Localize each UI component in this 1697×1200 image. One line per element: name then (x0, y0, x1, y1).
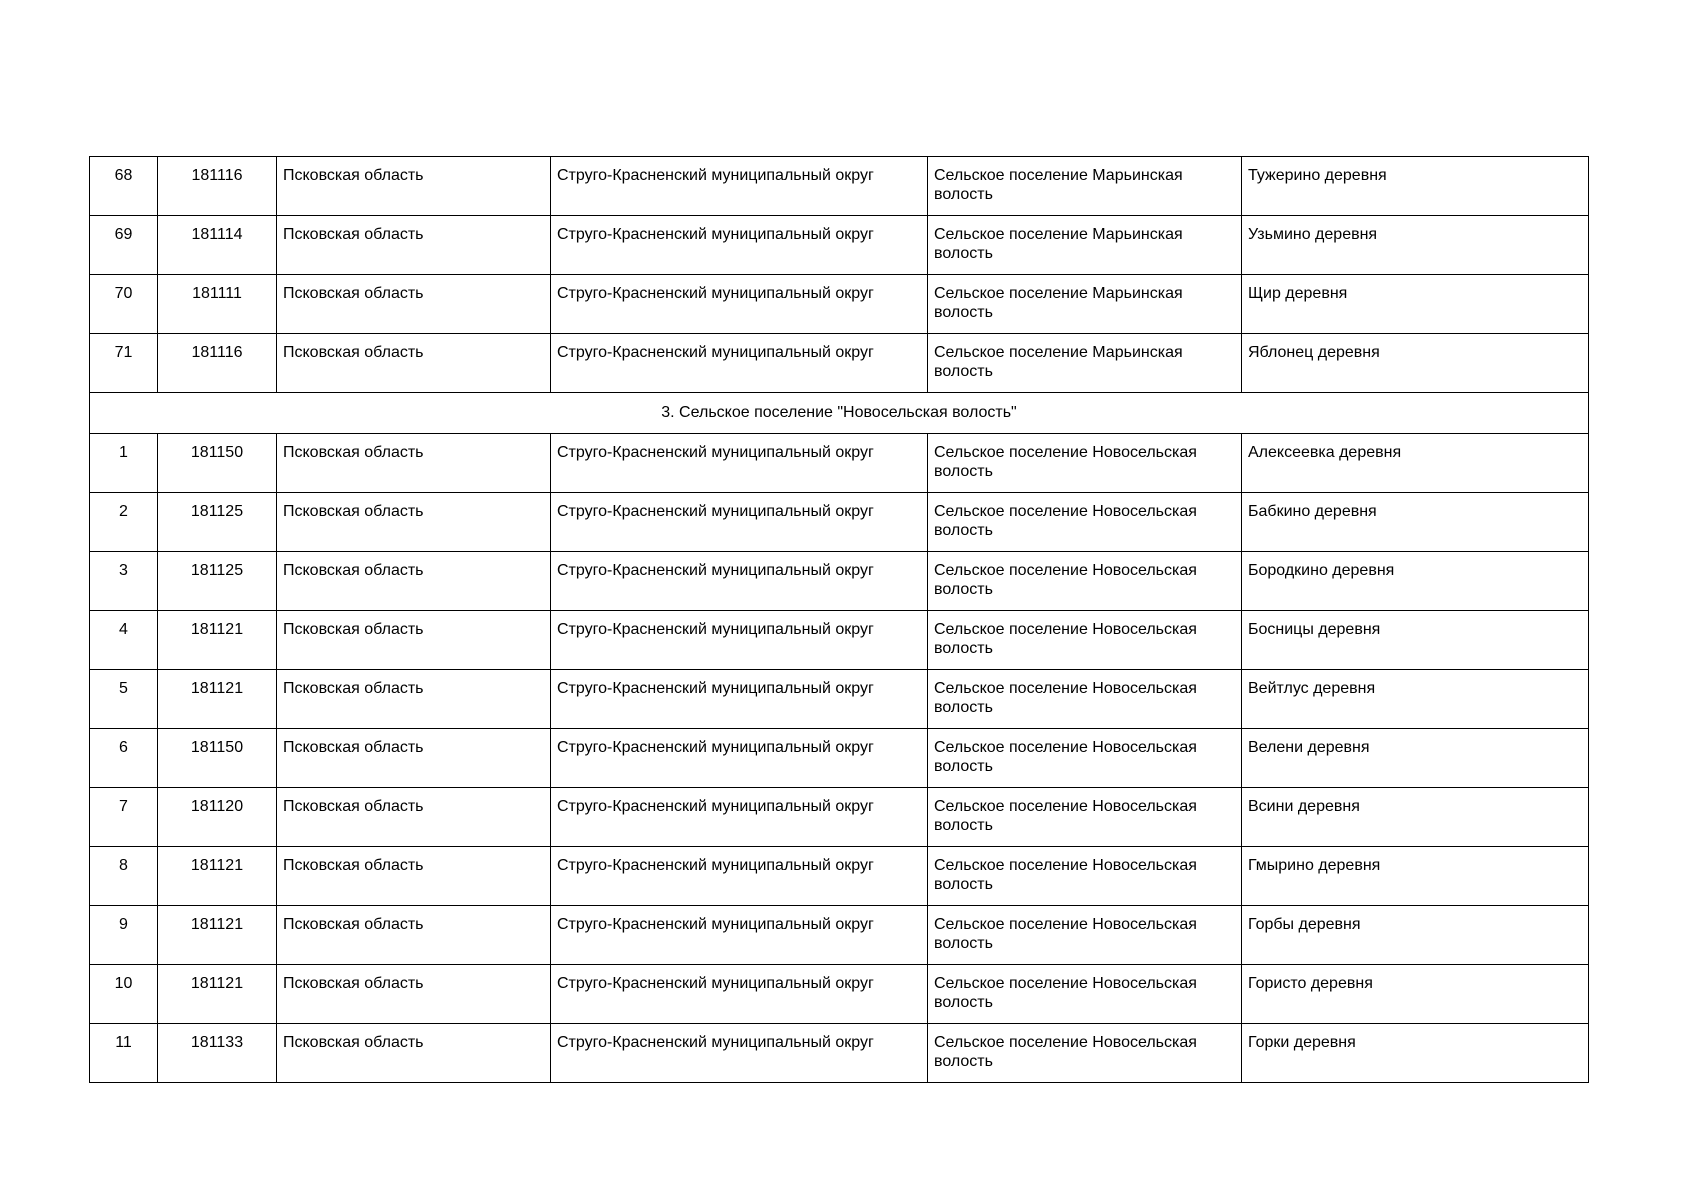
region-cell: Псковская область (277, 1024, 551, 1083)
row-number-cell: 6 (90, 729, 158, 788)
locality-cell: Яблонец деревня (1242, 334, 1589, 393)
postal-code-cell: 181114 (158, 216, 277, 275)
locality-cell: Бабкино деревня (1242, 493, 1589, 552)
locality-cell: Бородкино деревня (1242, 552, 1589, 611)
postal-code-cell: 181116 (158, 157, 277, 216)
postal-code-cell: 181116 (158, 334, 277, 393)
row-number-cell: 7 (90, 788, 158, 847)
settlement-cell: Сельское поселение Новосельская волость (928, 847, 1242, 906)
row-number-cell: 2 (90, 493, 158, 552)
row-number-cell: 11 (90, 1024, 158, 1083)
district-cell: Струго-Красненский муниципальный округ (551, 906, 928, 965)
locality-cell: Горбы деревня (1242, 906, 1589, 965)
region-cell: Псковская область (277, 157, 551, 216)
row-number-cell: 71 (90, 334, 158, 393)
section-header-row (90, 393, 1589, 434)
settlement-cell: Сельское поселение Марьинская волость (928, 216, 1242, 275)
table-row (90, 1024, 1589, 1083)
table-row (90, 493, 1589, 552)
district-cell: Струго-Красненский муниципальный округ (551, 670, 928, 729)
table-row (90, 216, 1589, 275)
settlement-cell: Сельское поселение Новосельская волость (928, 434, 1242, 493)
locality-cell: Тужерино деревня (1242, 157, 1589, 216)
district-cell: Струго-Красненский муниципальный округ (551, 847, 928, 906)
region-cell: Псковская область (277, 493, 551, 552)
district-cell: Струго-Красненский муниципальный округ (551, 434, 928, 493)
settlement-cell: Сельское поселение Новосельская волость (928, 1024, 1242, 1083)
settlement-cell: Сельское поселение Марьинская волость (928, 275, 1242, 334)
table-row (90, 611, 1589, 670)
district-cell: Струго-Красненский муниципальный округ (551, 275, 928, 334)
row-number-cell: 3 (90, 552, 158, 611)
settlement-cell: Сельское поселение Марьинская волость (928, 334, 1242, 393)
locality-cell: Узьмино деревня (1242, 216, 1589, 275)
postal-code-cell: 181121 (158, 965, 277, 1024)
row-number-cell: 69 (90, 216, 158, 275)
table-row (90, 788, 1589, 847)
locality-cell: Велени деревня (1242, 729, 1589, 788)
region-cell: Псковская область (277, 729, 551, 788)
postal-code-cell: 181121 (158, 847, 277, 906)
table-row (90, 847, 1589, 906)
locality-cell: Алексеевка деревня (1242, 434, 1589, 493)
region-cell: Псковская область (277, 216, 551, 275)
region-cell: Псковская область (277, 670, 551, 729)
postal-code-cell: 181150 (158, 729, 277, 788)
district-cell: Струго-Красненский муниципальный округ (551, 552, 928, 611)
region-cell: Псковская область (277, 965, 551, 1024)
localities-table (89, 156, 1589, 1083)
postal-code-cell: 181125 (158, 552, 277, 611)
postal-code-cell: 181121 (158, 906, 277, 965)
postal-code-cell: 181125 (158, 493, 277, 552)
settlement-cell: Сельское поселение Новосельская волость (928, 788, 1242, 847)
locality-cell: Щир деревня (1242, 275, 1589, 334)
locality-cell: Гористо деревня (1242, 965, 1589, 1024)
region-cell: Псковская область (277, 788, 551, 847)
locality-cell: Всини деревня (1242, 788, 1589, 847)
region-cell: Псковская область (277, 552, 551, 611)
row-number-cell: 9 (90, 906, 158, 965)
row-number-cell: 8 (90, 847, 158, 906)
district-cell: Струго-Красненский муниципальный округ (551, 965, 928, 1024)
row-number-cell: 5 (90, 670, 158, 729)
table-row (90, 729, 1589, 788)
district-cell: Струго-Красненский муниципальный округ (551, 1024, 928, 1083)
section-header-cell: 3. Сельское поселение "Новосельская волость" (90, 393, 1589, 434)
table-row (90, 434, 1589, 493)
table-row (90, 157, 1589, 216)
postal-code-cell: 181150 (158, 434, 277, 493)
region-cell: Псковская область (277, 611, 551, 670)
table-row (90, 275, 1589, 334)
settlement-cell: Сельское поселение Новосельская волость (928, 729, 1242, 788)
row-number-cell: 68 (90, 157, 158, 216)
settlement-cell: Сельское поселение Новосельская волость (928, 906, 1242, 965)
postal-code-cell: 181120 (158, 788, 277, 847)
postal-code-cell: 181111 (158, 275, 277, 334)
locality-cell: Вейтлус деревня (1242, 670, 1589, 729)
district-cell: Струго-Красненский муниципальный округ (551, 216, 928, 275)
locality-cell: Босницы деревня (1242, 611, 1589, 670)
region-cell: Псковская область (277, 275, 551, 334)
settlement-cell: Сельское поселение Марьинская волость (928, 157, 1242, 216)
district-cell: Струго-Красненский муниципальный округ (551, 493, 928, 552)
settlement-cell: Сельское поселение Новосельская волость (928, 611, 1242, 670)
settlement-cell: Сельское поселение Новосельская волость (928, 552, 1242, 611)
table-row (90, 334, 1589, 393)
district-cell: Струго-Красненский муниципальный округ (551, 611, 928, 670)
region-cell: Псковская область (277, 334, 551, 393)
region-cell: Псковская область (277, 434, 551, 493)
row-number-cell: 4 (90, 611, 158, 670)
district-cell: Струго-Красненский муниципальный округ (551, 788, 928, 847)
locality-cell: Гмырино деревня (1242, 847, 1589, 906)
district-cell: Струго-Красненский муниципальный округ (551, 334, 928, 393)
table-row (90, 670, 1589, 729)
table-row (90, 552, 1589, 611)
locality-cell: Горки деревня (1242, 1024, 1589, 1083)
postal-code-cell: 181133 (158, 1024, 277, 1083)
row-number-cell: 1 (90, 434, 158, 493)
postal-code-cell: 181121 (158, 611, 277, 670)
table-row (90, 965, 1589, 1024)
settlement-cell: Сельское поселение Новосельская волость (928, 965, 1242, 1024)
table-row (90, 906, 1589, 965)
region-cell: Псковская область (277, 906, 551, 965)
settlement-cell: Сельское поселение Новосельская волость (928, 493, 1242, 552)
row-number-cell: 10 (90, 965, 158, 1024)
district-cell: Струго-Красненский муниципальный округ (551, 729, 928, 788)
district-cell: Струго-Красненский муниципальный округ (551, 157, 928, 216)
table-body (90, 157, 1589, 1083)
settlement-cell: Сельское поселение Новосельская волость (928, 670, 1242, 729)
row-number-cell: 70 (90, 275, 158, 334)
postal-code-cell: 181121 (158, 670, 277, 729)
region-cell: Псковская область (277, 847, 551, 906)
